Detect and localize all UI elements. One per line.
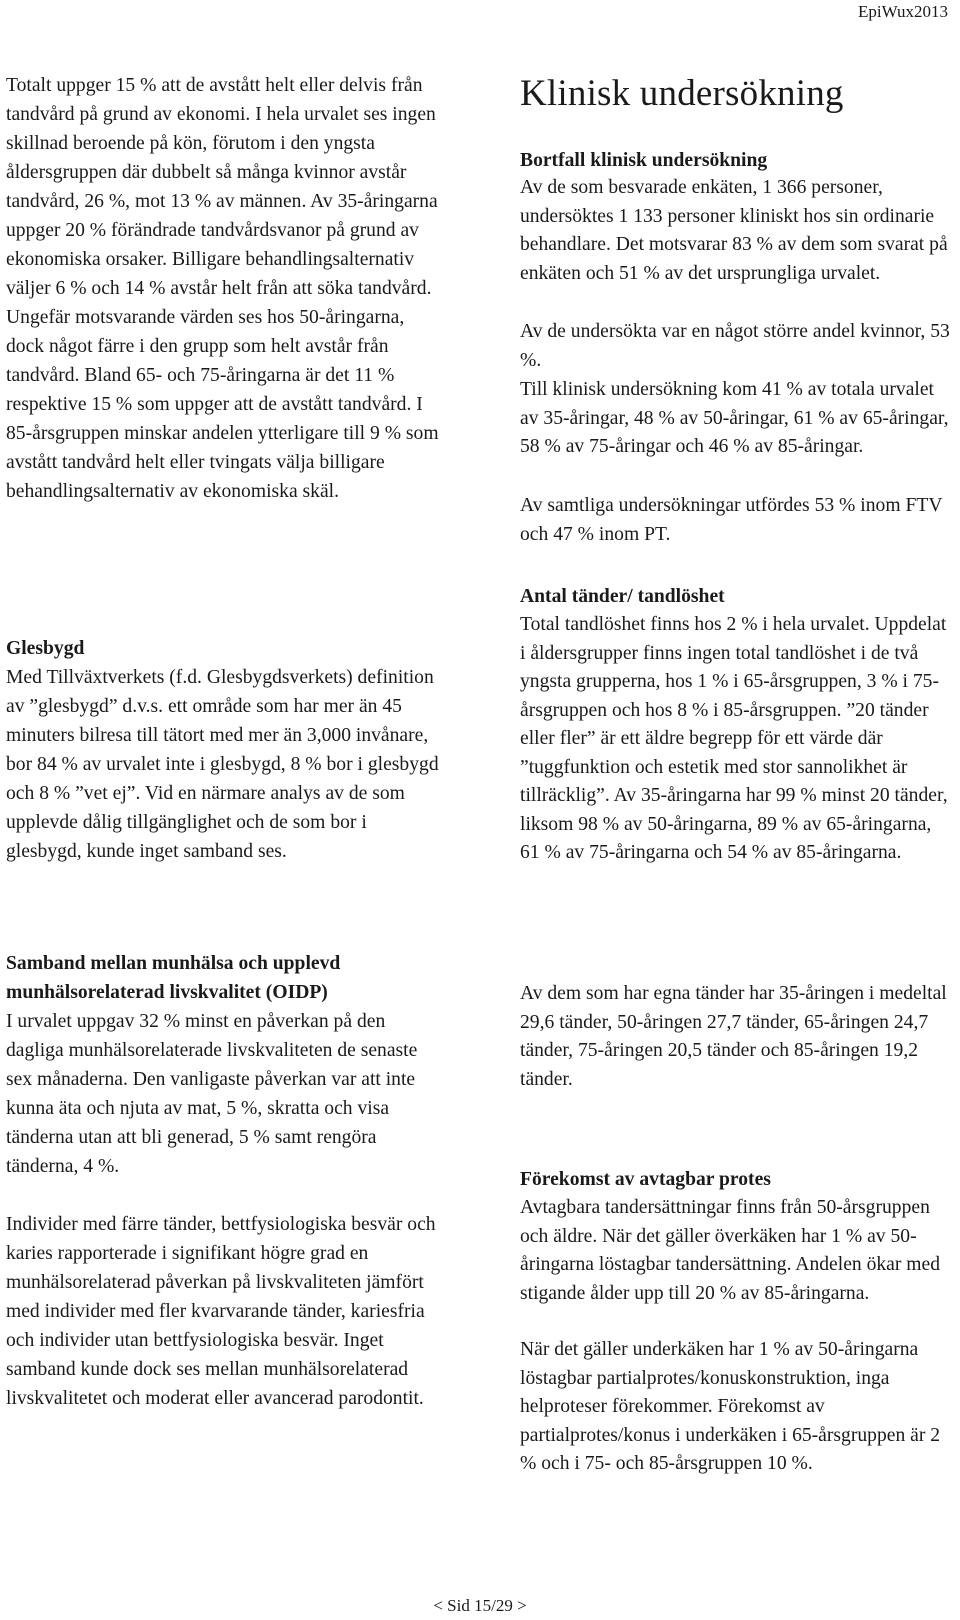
tander-paragraph-2: Av dem som har egna tänder har 35-åringen i medeltal 29,6 tänder, 50-åringen 27,7 tänder, 65-åringen 24,7 tänder, 75-åringen 20,5 tänder och 85-åringen 19,2 tänder. — [520, 983, 947, 1090]
glesbygd-paragraph: Med Tillväxtverkets (f.d. Glesbygdsverkets) definition av ”glesbygd” d.v.s. ett område som har mer än 45 minuters bilresa till tätort med mer än 3,000 invånare, bor 84 % av urvalet inte i glesbygd, 8 % bor i glesbygd och 8 % ”vet ej”. Vid en närmare analys av de som upplevde dålig tillgänglighet och de som bor i glesbygd, kunde inget samband ses. — [6, 667, 439, 862]
oidp-paragraph-2: Individer med färre tänder, bettfysiologiska besvär och karies rapporterade i signifikant högre grad en munhälsorelaterad påverkan på livskvaliteten jämfört med individer med fler kvarvarande tänder, kariesfria och individer utan bettfysiologiska besvär. Inget samband kunde dock ses mellan munhälsorelaterad livskvalitetet och moderat eller avancerad parodontit. — [6, 1214, 436, 1409]
bortfall-paragraph-1: Av de som besvarade enkäten, 1 366 personer, undersöktes 1 133 personer kliniskt hos sin ordinarie behandlare. Det motsvarar 83 % av dem som svarat på enkäten och 51 % av det ursprungliga urvalet. — [520, 177, 948, 284]
page-number: < Sid 15/29 > — [433, 1596, 527, 1615]
protes-heading: Förekomst av avtagbar protes — [520, 1169, 771, 1190]
bortfall-heading: Bortfall klinisk undersökning — [520, 150, 768, 171]
tander-paragraph-1: Total tandlöshet finns hos 2 % i hela urvalet. Uppdelat i åldersgrupper finns ingen total tandlöshet i de två yngsta grupperna, hos 1 % i 65-årsgruppen, 3 % i 75-årsgruppen och hos 8 % i 85-årsgruppen. ”20 tänder eller fler” är ett äldre begrepp för ett värde där ”tuggfunktion och estetik med stor sannolikhet är tillräcklig”. Av 35-åringarna har 99 % minst 20 tänder, liksom 98 % av 50-åringarna, 89 % av 65-åringarna, 61 % av 75-åringarna och 54 % av 85-åringarna. — [520, 614, 948, 863]
document-header: EpiWux2013 — [858, 2, 948, 21]
section-title: Klinisk undersökning — [520, 73, 844, 114]
bortfall-paragraph-3: Till klinisk undersökning kom 41 % av totala urvalet av 35-åringar, 48 % av 50-åringar, 61 % av 65-åringar, 58 % av 75-åringar och 46 % av 85-åringar. — [520, 379, 949, 457]
oidp-paragraph-1: I urvalet uppgav 32 % minst en påverkan på den dagliga munhälsorelaterade livskvaliteten de senaste sex månaderna. Den vanligaste påverkan var att inte kunna äta och njuta av mat, 5 %, skratta och visa tänderna utan att bli generad, 5 % samt rengöra tänderna, 4 %. — [6, 1011, 418, 1177]
tander-heading: Antal tänder/ tandlöshet — [520, 586, 725, 607]
oidp-heading: Samband mellan munhälsa och upplevd munhälsorelaterad livskvalitet (OIDP) — [6, 953, 341, 1003]
economy-paragraph: Totalt uppger 15 % att de avstått helt eller delvis från tandvård på grund av ekonomi. I hela urvalet ses ingen skillnad beroende på kön, förutom i den yngsta åldersgruppen där dubbelt så många kvinnor avstår tandvård, 26 %, mot 13 % av männen. Av 35-åringarna uppger 20 % förändrade tandvårdsvanor på grund av ekonomiska orsaker. Billigare behandlingsalternativ väljer 6 % och 14 % avstår helt från att söka tandvård. Ungefär motsvarande värden ses hos 50-åringarna, dock något färre i den grupp som helt avstår från tandvård. Bland 65- och 75-åringarna är det 11 % respektive 15 % som uppger att de avstått tandvård. I 85-årsgruppen minskar andelen ytterligare till 9 % som avstått tandvård helt eller tvingats välja billigare behandlingsalternativ av ekonomiska skäl. — [6, 75, 439, 502]
protes-paragraph-2: När det gäller underkäken har 1 % av 50-åringarna löstagbar partialprotes/konuskonstruktion, inga helproteser förekommer. Förekomst av partialprotes/konus i underkäken i 65-årsgruppen är 2 % och i 75- och 85-årsgruppen 10 %. — [520, 1339, 941, 1474]
glesbygd-heading: Glesbygd — [6, 638, 85, 659]
protes-paragraph-1: Avtagbara tandersättningar finns från 50-årsgruppen och äldre. När det gäller överkäken har 1 % av 50-åringarna löstagbar tandersättning. Andelen ökar med stigande ålder upp till 20 % av 85-åringarna. — [520, 1197, 941, 1304]
bortfall-paragraph-4: Av samtliga undersökningar utfördes 53 % inom FTV och 47 % inom PT. — [520, 495, 943, 545]
bortfall-paragraph-2: Av de undersökta var en något större andel kvinnor, 53 %. — [520, 321, 950, 371]
